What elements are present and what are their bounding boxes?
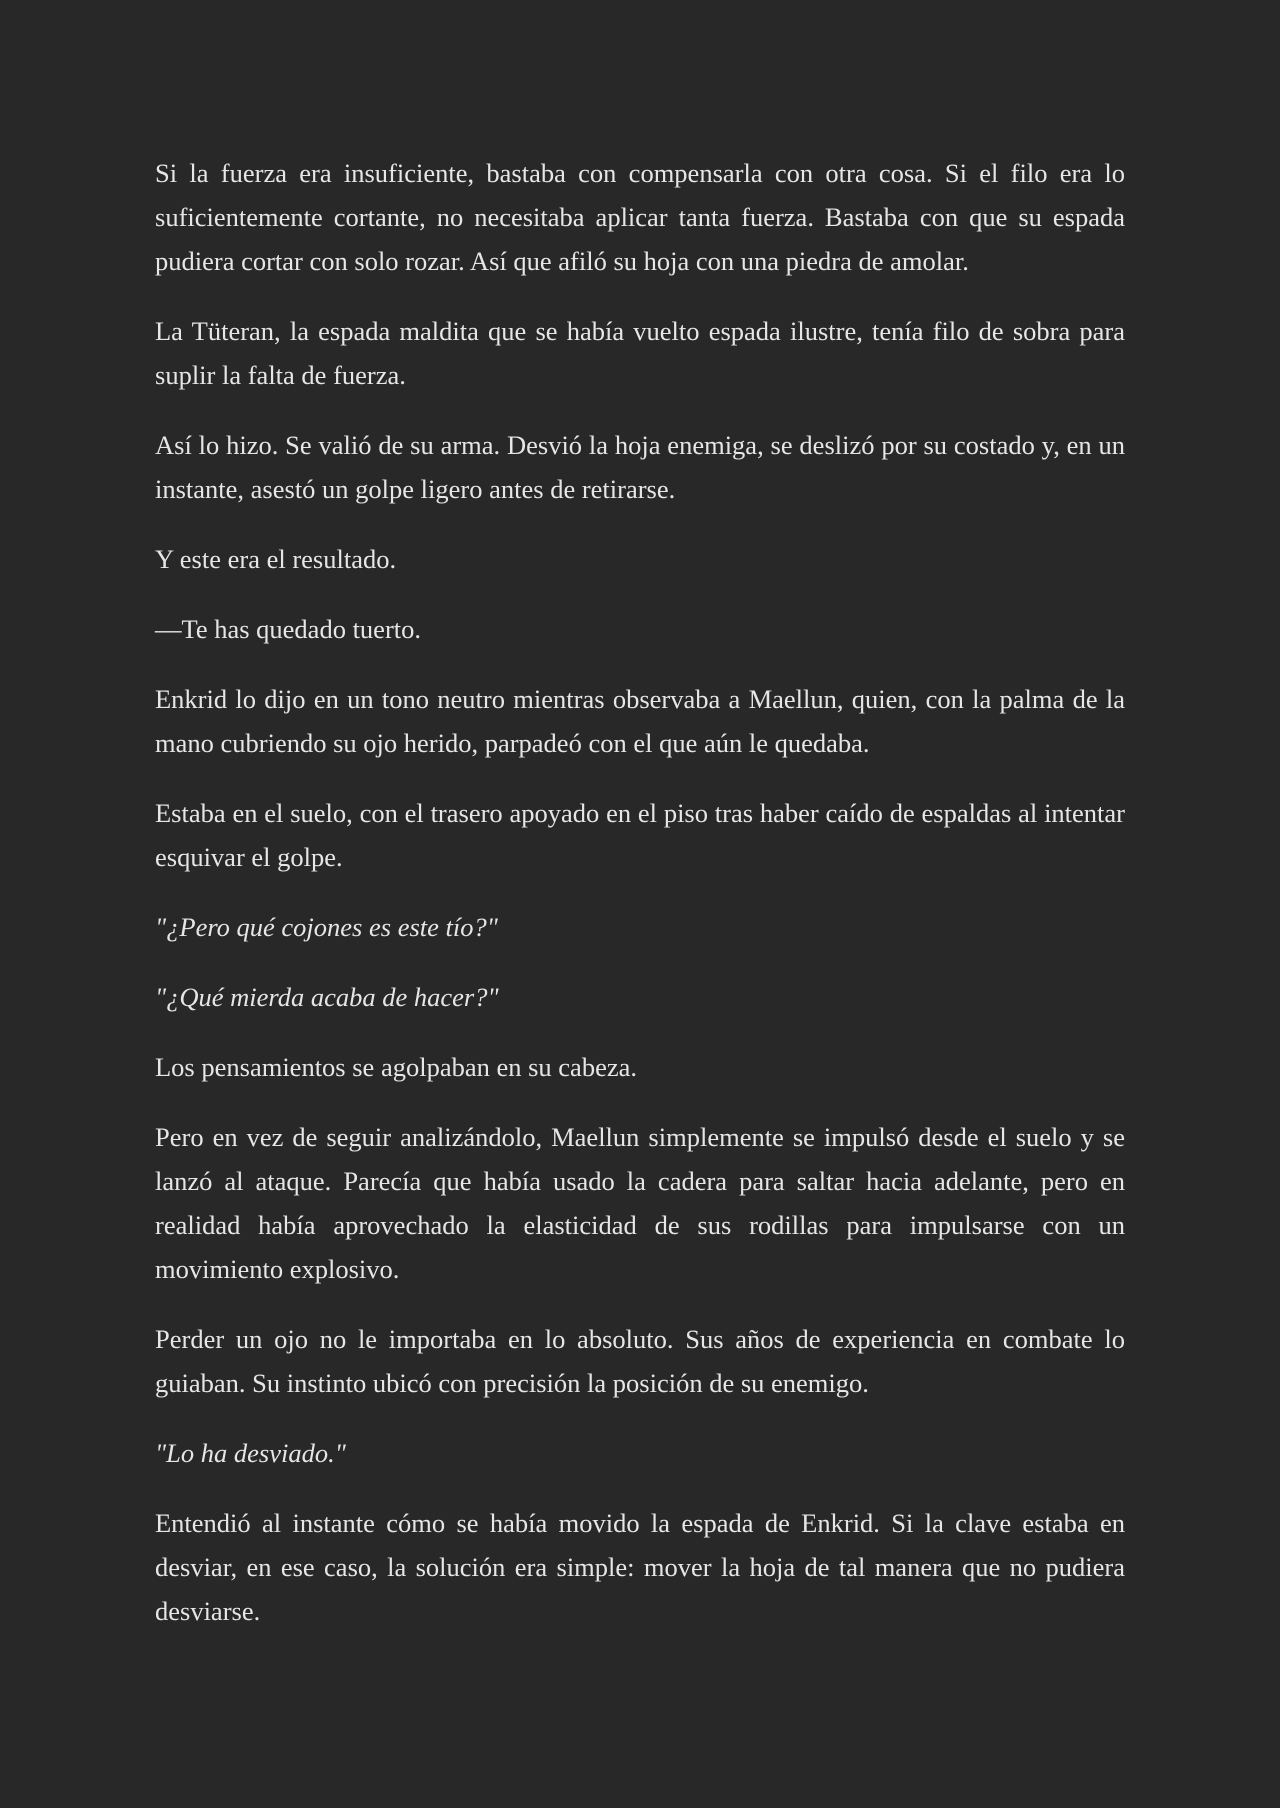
paragraph: Así lo hizo. Se valió de su arma. Desvió la hoja enemiga, se deslizó por su costado y, en un instante, asestó un golpe ligero antes de retirarse. [155, 430, 1125, 504]
paragraph: Los pensamientos se agolpaban en su cabeza. [155, 1052, 637, 1082]
thought-paragraph: "Lo ha desviado." [155, 1438, 346, 1468]
paragraph: Enkrid lo dijo en un tono neutro mientras observaba a Maellun, quien, con la palma de la mano cubriendo su ojo herido, parpadeó con el que aún le quedaba. [155, 684, 1125, 758]
paragraph: Si la fuerza era insuficiente, bastaba con compensarla con otra cosa. Si el filo era lo suficientemente cortante, no necesitaba aplicar tanta fuerza. Bastaba con que su espada pudiera cortar con solo rozar. Así que afiló su hoja con una piedra de amolar. [155, 158, 1125, 276]
paragraph: Entendió al instante cómo se había movido la espada de Enkrid. Si la clave estaba en desviar, en ese caso, la solución era simple: mover la hoja de tal manera que no pudiera desviarse. [155, 1508, 1125, 1626]
dialogue-paragraph: —Te has quedado tuerto. [155, 614, 422, 644]
chapter-text [155, 151, 1125, 1633]
paragraph: Y este era el resultado. [155, 544, 397, 574]
paragraph: Estaba en el suelo, con el trasero apoyado en el piso tras haber caído de espaldas al intentar esquivar el golpe. [155, 798, 1125, 872]
paragraph: La Tüteran, la espada maldita que se había vuelto espada ilustre, tenía filo de sobra para suplir la falta de fuerza. [155, 316, 1125, 390]
thought-paragraph: "¿Pero qué cojones es este tío?" [155, 912, 498, 942]
thought-paragraph: "¿Qué mierda acaba de hacer?" [155, 982, 499, 1012]
paragraph: Perder un ojo no le importaba en lo absoluto. Sus años de experiencia en combate lo guiaban. Su instinto ubicó con precisión la posición de su enemigo. [155, 1324, 1125, 1398]
paragraph: Pero en vez de seguir analizándolo, Maellun simplemente se impulsó desde el suelo y se lanzó al ataque. Parecía que había usado la cadera para saltar hacia adelante, pero en realidad había aprovechado la elasticidad de sus rodillas para impulsarse con un movimiento explosivo. [155, 1122, 1125, 1284]
